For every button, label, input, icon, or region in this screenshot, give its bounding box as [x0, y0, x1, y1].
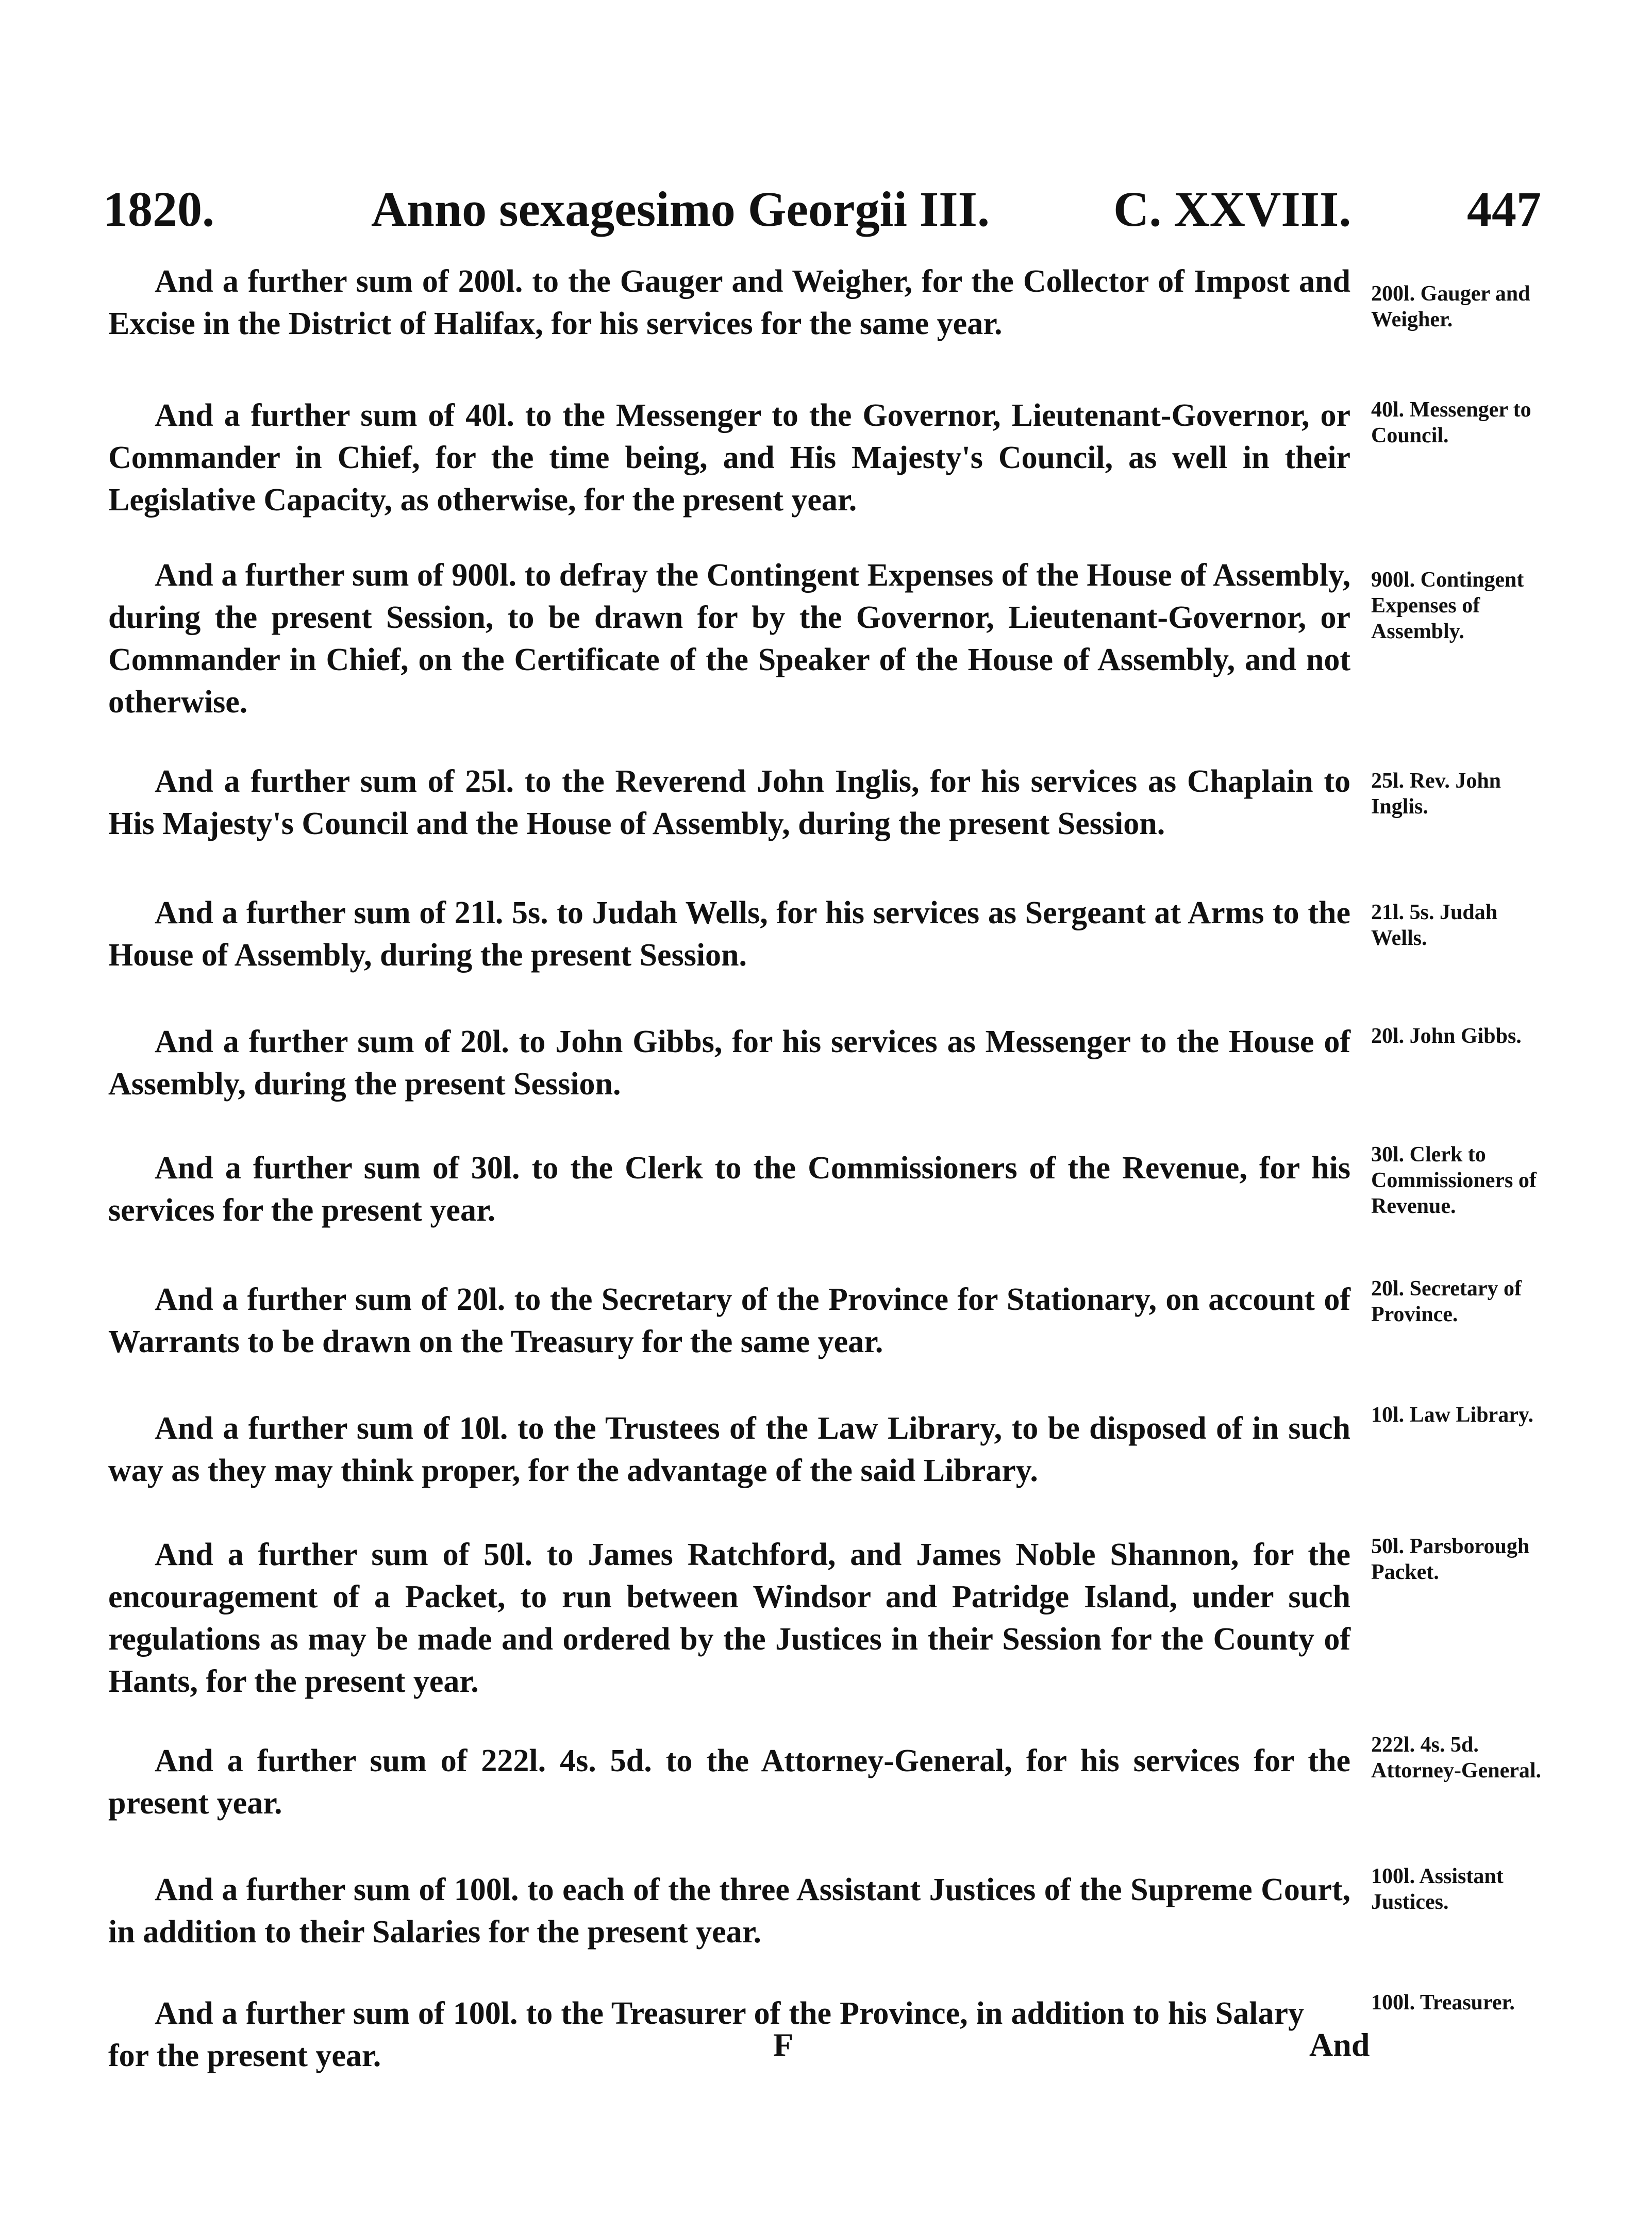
paragraph: And a further sum of 10l. to the Trustees of the Law Library, to be disposed of in such way as they may think proper, for the advantage of the said Library.	[108, 1411, 1350, 1488]
paragraph: And a further sum of 900l. to defray the Contingent Expenses of the House of Assembly, during the present Session, to be drawn for by the Governor, Lieutenant-Governor, or Commander in Chief, on the Certificate of the Speaker of the House of Assembly, and not otherwise.	[108, 558, 1350, 720]
signature-mark: F	[773, 2026, 794, 2063]
paragraph: And a further sum of 222l. 4s. 5d. to the Attorney-General, for his services for the present year.	[108, 1743, 1350, 1821]
paragraph: And a further sum of 100l. to each of the three Assistant Justices of the Supreme Court, in addition to their Salaries for the present year.	[108, 1872, 1350, 1950]
margin-note: 25l. Rev. John Inglis.	[1371, 769, 1501, 819]
margin-note: 100l. Treasurer.	[1371, 1991, 1515, 2015]
margin-note: 100l. Assistant Justices.	[1371, 1865, 1504, 1914]
margin-note: 900l. Contingent Expenses of Assembly.	[1371, 568, 1524, 643]
paragraph: And a further sum of 40l. to the Messenger to the Governor, Lieutenant-Governor, or Commander in Chief, for the time being, and His Majesty's Council, as well in their Legislative Capacity, as otherwise, for the present year.	[108, 398, 1350, 518]
paragraph: And a further sum of 50l. to James Ratchford, and James Noble Shannon, for the encouragement of a Packet, to run between Windsor and Patridge Island, under such regulations as may be made and ordered by the Justices in their Session for the County of Hants, for the present year.	[108, 1537, 1350, 1699]
header-year: 1820.	[103, 181, 214, 237]
margin-note: 200l. Gauger and Weigher.	[1371, 282, 1530, 331]
margin-note: 40l. Messenger to Council.	[1371, 398, 1531, 447]
margin-note: 20l. Secretary of Province.	[1371, 1277, 1522, 1326]
paragraph: And a further sum of 30l. to the Clerk to the Commissioners of the Revenue, for his services for the present year.	[108, 1151, 1350, 1228]
margin-note: 30l. Clerk to Commissioners of Revenue.	[1371, 1143, 1537, 1218]
header-chapter: C. XXVIII.	[1113, 181, 1351, 237]
margin-note: 21l. 5s. Judah Wells.	[1371, 901, 1498, 950]
paragraph: And a further sum of 25l. to the Reverend John Inglis, for his services as Chaplain to His Majesty's Council and the House of Assembly, during the present Session.	[108, 764, 1350, 841]
paragraph: And a further sum of 100l. to the Treasurer of the Province, in addition to his Salary for the present year.	[108, 1996, 1304, 2073]
paragraph: And a further sum of 200l. to the Gauger and Weigher, for the Collector of Impost and Excise in the District of Halifax, for his services for the same year.	[108, 264, 1350, 341]
paragraph: And a further sum of 20l. to John Gibbs, for his services as Messenger to the House of Assembly, during the present Session.	[108, 1024, 1350, 1102]
margin-note: 10l. Law Library.	[1371, 1403, 1534, 1427]
running-head	[103, 180, 1541, 247]
page-number: 447	[1467, 181, 1541, 237]
header-title: Anno sexagesimo Georgii III.	[371, 181, 990, 237]
paragraph: And a further sum of 20l. to the Secretary of the Province for Stationary, on account of Warrants to be drawn on the Treasury for the same year.	[108, 1282, 1350, 1359]
catchword: And	[1309, 2026, 1370, 2063]
margin-note: 222l. 4s. 5d. Attorney-General.	[1371, 1733, 1542, 1783]
margin-note: 50l. Parsborough Packet.	[1371, 1535, 1530, 1584]
paragraph: And a further sum of 21l. 5s. to Judah Wells, for his services as Sergeant at Arms to the House of Assembly, during the present Session.	[108, 895, 1350, 973]
margin-note: 20l. John Gibbs.	[1371, 1024, 1522, 1048]
